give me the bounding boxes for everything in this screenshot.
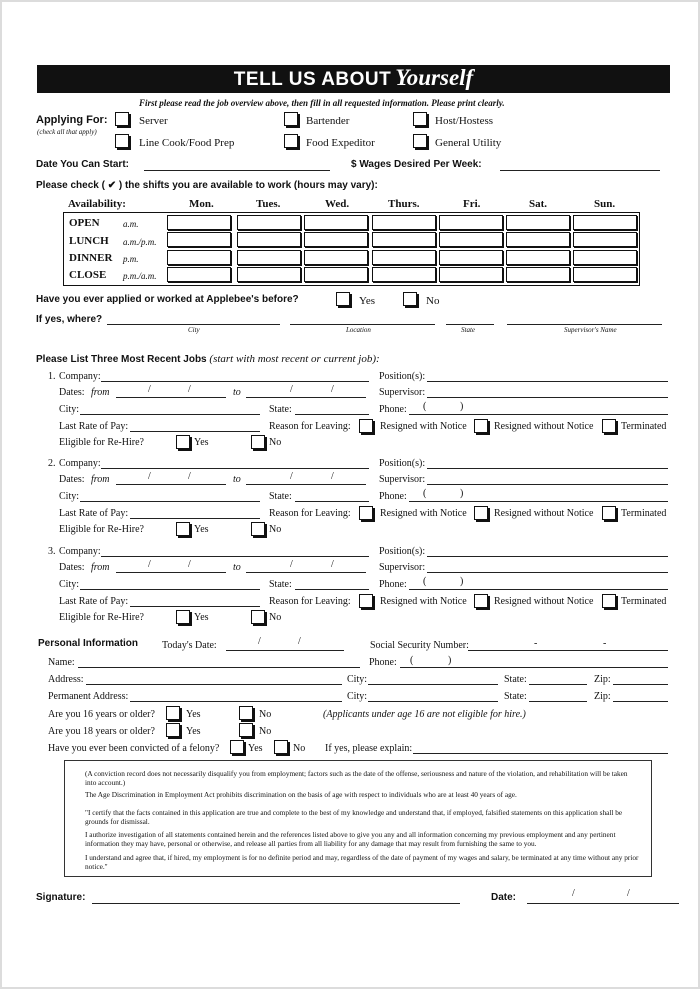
prior-state-sub: State (461, 326, 475, 334)
applying-for-label: Applying For: (36, 114, 108, 126)
availability-cell-open-sun[interactable] (573, 215, 637, 230)
age18-yes-label: Yes (186, 726, 201, 737)
bartender-label: Bartender (306, 115, 350, 127)
job3-rehire-yes-checkbox[interactable] (176, 610, 190, 624)
bartender-checkbox[interactable] (284, 112, 298, 126)
todays-date-label: Today's Date: (162, 640, 217, 651)
age16-no-label: No (259, 709, 272, 720)
availability-cell-lunch-mon[interactable] (167, 232, 231, 247)
job3-state-label: State: (269, 579, 292, 590)
availability-cell-close-tues[interactable] (237, 267, 301, 282)
job1-city-label: City: (59, 404, 80, 415)
job2-state-field[interactable] (295, 501, 369, 502)
todays-date-field[interactable] (226, 650, 344, 651)
phone-paren-open: ( (410, 655, 414, 666)
job1-from-slash-2: / (188, 384, 191, 395)
state-field[interactable] (529, 684, 587, 685)
shift-lunch-time: a.m./p.m. (123, 237, 157, 247)
legal-employment-terms: I understand and agree that, if hired, my employment is for no definite period and may, regardless of the date of payment of my wages and salary, be terminated at any time without any prior notice." (85, 853, 639, 871)
availability-cell-close-mon[interactable] (167, 267, 231, 282)
availability-label: Availability: (68, 198, 126, 210)
application-form (2, 2, 698, 987)
job1-dates-label: Dates: (59, 387, 85, 398)
job2-from-slash-2: / (188, 471, 191, 482)
zip-field[interactable] (613, 684, 668, 685)
header-title-script: Yourself (395, 65, 474, 90)
job2-from-field[interactable] (116, 484, 226, 485)
address-field[interactable] (86, 684, 342, 685)
age16-yes-checkbox[interactable] (166, 706, 180, 720)
job2-terminated-label: Terminated (621, 508, 667, 519)
signature-date-label: Date: (491, 892, 517, 903)
ssn-field[interactable] (468, 650, 668, 651)
job1-phone-paren-close: ) (460, 401, 464, 412)
availability-cell-close-wed[interactable] (304, 267, 368, 282)
job2-supervisor-field[interactable] (427, 484, 668, 485)
job2-number: 2. (48, 458, 56, 469)
prior-location-sub: Location (346, 326, 371, 334)
job2-from-slash-1: / (148, 471, 151, 482)
explain-label: If yes, please explain: (325, 743, 413, 754)
general-utility-checkbox[interactable] (413, 134, 427, 148)
job2-from-label: from (91, 474, 110, 485)
name-label: Name: (48, 657, 75, 668)
job1-rate-field[interactable] (130, 431, 260, 432)
prior-no-label: No (426, 295, 440, 307)
job1-resigned-notice-checkbox[interactable] (359, 419, 373, 433)
phone-paren-close: ) (448, 655, 452, 666)
day-sat: Sat. (529, 198, 548, 210)
start-date-field[interactable] (144, 170, 330, 171)
job1-position-label: Position(s): (379, 371, 426, 382)
server-label: Server (139, 115, 168, 127)
availability-cell-open-wed[interactable] (304, 215, 368, 230)
age18-no-label: No (259, 726, 272, 737)
job2-rehire-no-checkbox[interactable] (251, 522, 265, 536)
job1-position-field[interactable] (427, 381, 668, 382)
shift-close-time: p.m./a.m. (123, 271, 157, 281)
availability-cell-close-sun[interactable] (573, 267, 637, 282)
todays-date-slash-1: / (258, 636, 261, 647)
wages-label: $ Wages Desired Per Week: (351, 159, 482, 170)
job3-terminated-checkbox[interactable] (602, 594, 616, 608)
felony-no-checkbox[interactable] (274, 740, 288, 754)
applying-for-note: (check all that apply) (37, 128, 97, 136)
ssn-label: Social Security Number: (370, 640, 469, 651)
day-thurs: Thurs. (388, 198, 420, 210)
job2-to-label: to (233, 474, 241, 485)
job3-rehire-no-checkbox[interactable] (251, 610, 265, 624)
job3-to-field[interactable] (246, 572, 366, 573)
state-label: State: (504, 674, 527, 685)
signature-date-slash-1: / (572, 888, 575, 899)
phone-label: Phone: (369, 657, 397, 668)
prior-location-field[interactable] (290, 324, 435, 325)
job3-rate-label: Last Rate of Pay: (59, 596, 129, 607)
job2-dates-label: Dates: (59, 474, 85, 485)
form-header (37, 65, 670, 93)
job1-company-label: Company: (59, 371, 101, 382)
shift-dinner-time: p.m. (123, 254, 139, 264)
prior-yes-checkbox[interactable] (336, 292, 350, 306)
address-label: Address: (48, 674, 84, 685)
job2-to-slash-1: / (290, 471, 293, 482)
job2-phone-label: Phone: (379, 491, 407, 502)
job1-rehire-no-checkbox[interactable] (251, 435, 265, 449)
job2-to-field[interactable] (246, 484, 366, 485)
job2-phone-paren-close: ) (460, 488, 464, 499)
job2-to-slash-2: / (331, 471, 334, 482)
job3-rate-field[interactable] (130, 606, 260, 607)
job1-supervisor-field[interactable] (427, 397, 668, 398)
name-field[interactable] (78, 667, 360, 668)
job1-company-field[interactable] (101, 381, 369, 382)
job2-rate-label: Last Rate of Pay: (59, 508, 129, 519)
zip-label: Zip: (594, 674, 611, 685)
job1-terminated-label: Terminated (621, 421, 667, 432)
age16-no-checkbox[interactable] (239, 706, 253, 720)
food-expeditor-checkbox[interactable] (284, 134, 298, 148)
shift-close: CLOSE (69, 269, 107, 281)
job3-resigned-no-notice-checkbox[interactable] (474, 594, 488, 608)
perm-state-field[interactable] (529, 701, 587, 702)
availability-cell-open-fri[interactable] (439, 215, 503, 230)
felony-yes-label: Yes (248, 743, 263, 754)
job1-rehire-yes-checkbox[interactable] (176, 435, 190, 449)
shift-open-time: a.m. (123, 219, 139, 229)
availability-cell-lunch-sun[interactable] (573, 232, 637, 247)
perm-zip-field[interactable] (613, 701, 668, 702)
job3-resigned-no-notice-label: Resigned without Notice (494, 596, 594, 607)
job2-company-label: Company: (59, 458, 101, 469)
job3-position-field[interactable] (427, 556, 668, 557)
felony-label: Have you ever been convicted of a felony? (48, 743, 220, 754)
job2-state-label: State: (269, 491, 292, 502)
job2-rehire-yes-checkbox[interactable] (176, 522, 190, 536)
job2-city-field[interactable] (80, 501, 260, 502)
perm-zip-label: Zip: (594, 691, 611, 702)
job2-supervisor-label: Supervisor: (379, 474, 426, 485)
signature-label: Signature: (36, 892, 86, 903)
availability-cell-open-mon[interactable] (167, 215, 231, 230)
general-utility-label: General Utility (435, 137, 502, 149)
city-label: City: (347, 674, 368, 685)
prior-city-field[interactable] (107, 324, 280, 325)
job3-number: 3. (48, 546, 56, 557)
job3-supervisor-field[interactable] (427, 572, 668, 573)
job3-from-label: from (91, 562, 110, 573)
job3-company-label: Company: (59, 546, 101, 557)
age16-note: (Applicants under age 16 are not eligible for hire.) (323, 709, 526, 720)
legal-statement-box (64, 760, 652, 877)
job1-rehire-label: Eligible for Re-Hire? (59, 437, 144, 448)
job3-from-slash-1: / (148, 559, 151, 570)
perm-address-label: Permanent Address: (48, 691, 129, 702)
job1-to-label: to (233, 387, 241, 398)
day-fri: Fri. (463, 198, 481, 210)
availability-cell-open-tues[interactable] (237, 215, 301, 230)
prior-no-checkbox[interactable] (403, 292, 417, 306)
job1-state-field[interactable] (295, 414, 369, 415)
job2-phone-paren-open: ( (423, 488, 427, 499)
job2-company-field[interactable] (101, 468, 369, 469)
legal-certify: "I certify that the facts contained in this application are true and complete to the best of my knowledge and understand that, if employed, falsified statements on this application shall be grounds for dismissal. (85, 808, 623, 826)
job1-from-label: from (91, 387, 110, 398)
instructions: First please read the job overview above, then fill in all requested information. Please print clearly. (139, 98, 505, 108)
job2-city-label: City: (59, 491, 80, 502)
job2-terminated-checkbox[interactable] (602, 506, 616, 520)
availability-cell-dinner-wed[interactable] (304, 250, 368, 265)
job3-phone-paren-close: ) (460, 576, 464, 587)
job2-rehire-yes-label: Yes (194, 524, 209, 535)
availability-cell-close-sat[interactable] (506, 267, 570, 282)
availability-cell-lunch-sat[interactable] (506, 232, 570, 247)
host-hostess-checkbox[interactable] (413, 112, 427, 126)
job1-from-field[interactable] (116, 397, 226, 398)
line-cook-label: Line Cook/Food Prep (139, 137, 235, 149)
age16-label: Are you 16 years or older? (48, 709, 155, 720)
job3-terminated-label: Terminated (621, 596, 667, 607)
job3-state-field[interactable] (295, 589, 369, 590)
jobs-title: Please List Three Most Recent Jobs (start with most recent or current job): (36, 353, 380, 365)
prior-yes-label: Yes (359, 295, 376, 307)
perm-address-field[interactable] (130, 701, 342, 702)
job1-rehire-no-label: No (269, 437, 282, 448)
signature-field[interactable] (92, 903, 460, 904)
job3-company-field[interactable] (101, 556, 369, 557)
job3-phone-field[interactable] (409, 589, 668, 590)
job1-to-slash-1: / (290, 384, 293, 395)
job3-city-label: City: (59, 579, 80, 590)
job3-supervisor-label: Supervisor: (379, 562, 426, 573)
personal-title: Personal Information (38, 638, 139, 649)
age18-yes-checkbox[interactable] (166, 723, 180, 737)
prior-where-label: If yes, where? (36, 314, 103, 325)
availability-cell-open-thurs[interactable] (372, 215, 436, 230)
perm-state-label: State: (504, 691, 527, 702)
job1-supervisor-label: Supervisor: (379, 387, 426, 398)
job1-to-slash-2: / (331, 384, 334, 395)
phone-field[interactable] (400, 667, 668, 668)
legal-authorize: I authorize investigation of all statements contained herein and the references listed above to give you any and all information concerning my previous employment and any pertinent information they may have, personal or otherwise, and release all parties from all liability for any damage that may result from furnishing the same to you. (85, 830, 616, 848)
job1-number: 1. (48, 371, 56, 382)
prior-supervisor-sub: Supervisor's Name (564, 326, 617, 334)
job2-rate-field[interactable] (130, 518, 260, 519)
availability-cell-dinner-tues[interactable] (237, 250, 301, 265)
felony-yes-checkbox[interactable] (230, 740, 244, 754)
availability-cell-open-sat[interactable] (506, 215, 570, 230)
job2-rehire-label: Eligible for Re-Hire? (59, 524, 144, 535)
job2-phone-field[interactable] (409, 501, 668, 502)
job3-to-slash-1: / (290, 559, 293, 570)
job2-position-field[interactable] (427, 468, 668, 469)
line-cook-checkbox[interactable] (115, 134, 129, 148)
job3-position-label: Position(s): (379, 546, 426, 557)
job2-resigned-notice-checkbox[interactable] (359, 506, 373, 520)
job2-rehire-no-label: No (269, 524, 282, 535)
job1-from-slash-1: / (148, 384, 151, 395)
job3-to-label: to (233, 562, 241, 573)
jobs-subtitle: (start with most recent or current job): (209, 353, 380, 365)
job3-from-slash-2: / (188, 559, 191, 570)
job3-phone-paren-open: ( (423, 576, 427, 587)
day-wed: Wed. (325, 198, 350, 210)
job3-city-field[interactable] (80, 589, 260, 590)
ssn-dash-1: - (534, 638, 538, 649)
job1-terminated-checkbox[interactable] (602, 419, 616, 433)
job1-resigned-no-notice-checkbox[interactable] (474, 419, 488, 433)
job1-resigned-notice-label: Resigned with Notice (380, 421, 467, 432)
availability-cell-lunch-thurs[interactable] (372, 232, 436, 247)
availability-cell-dinner-sun[interactable] (573, 250, 637, 265)
todays-date-slash-2: / (298, 636, 301, 647)
age18-label: Are you 18 years or older? (48, 726, 155, 737)
job3-rehire-label: Eligible for Re-Hire? (59, 612, 144, 623)
availability-cell-close-thurs[interactable] (372, 267, 436, 282)
job1-state-label: State: (269, 404, 292, 415)
shifts-prompt: Please check ( ✔ ) the shifts you are available to work (hours may vary): (36, 180, 378, 191)
availability-cell-lunch-tues[interactable] (237, 232, 301, 247)
availability-cell-lunch-wed[interactable] (304, 232, 368, 247)
header-title: TELL US ABOUT (233, 69, 392, 90)
job1-phone-field[interactable] (409, 414, 668, 415)
legal-age-discrimination: The Age Discrimination in Employment Act prohibits discrimination on the basis of age with respect to individuals who are at least 40 years of age. (85, 790, 517, 799)
day-sun: Sun. (594, 198, 616, 210)
job1-rehire-yes-label: Yes (194, 437, 209, 448)
job3-to-slash-2: / (331, 559, 334, 570)
shift-lunch: LUNCH (69, 235, 109, 247)
food-expeditor-label: Food Expeditor (306, 137, 375, 149)
signature-date-slash-2: / (627, 888, 630, 899)
perm-city-field[interactable] (368, 701, 498, 702)
job1-resigned-no-notice-label: Resigned without Notice (494, 421, 594, 432)
perm-city-label: City: (347, 691, 368, 702)
availability-cell-close-fri[interactable] (439, 267, 503, 282)
start-date-label: Date You Can Start: (36, 159, 129, 170)
job2-position-label: Position(s): (379, 458, 426, 469)
prior-state-field[interactable] (446, 324, 494, 325)
shift-dinner: DINNER (69, 252, 113, 264)
wages-field[interactable] (500, 170, 660, 171)
availability-cell-dinner-sat[interactable] (506, 250, 570, 265)
job3-resigned-notice-label: Resigned with Notice (380, 596, 467, 607)
job1-phone-paren-open: ( (423, 401, 427, 412)
host-hostess-label: Host/Hostess (435, 115, 494, 127)
job1-rate-label: Last Rate of Pay: (59, 421, 129, 432)
prior-question: Have you ever applied or worked at Applebee's before? (36, 294, 299, 305)
server-checkbox[interactable] (115, 112, 129, 126)
job3-rehire-yes-label: Yes (194, 612, 209, 623)
job3-reason-label: Reason for Leaving: (269, 596, 351, 607)
age18-no-checkbox[interactable] (239, 723, 253, 737)
prior-supervisor-field[interactable] (507, 324, 662, 325)
felony-no-label: No (293, 743, 306, 754)
job2-resigned-no-notice-label: Resigned without Notice (494, 508, 594, 519)
job3-from-field[interactable] (116, 572, 226, 573)
explain-field[interactable] (413, 753, 668, 754)
job1-city-field[interactable] (80, 414, 260, 415)
availability-cell-lunch-fri[interactable] (439, 232, 503, 247)
prior-city-sub: City (188, 326, 200, 334)
day-tues: Tues. (256, 198, 281, 210)
job2-reason-label: Reason for Leaving: (269, 508, 351, 519)
job1-reason-label: Reason for Leaving: (269, 421, 351, 432)
job3-rehire-no-label: No (269, 612, 282, 623)
job1-to-field[interactable] (246, 397, 366, 398)
city-field[interactable] (368, 684, 498, 685)
job3-resigned-notice-checkbox[interactable] (359, 594, 373, 608)
job3-phone-label: Phone: (379, 579, 407, 590)
legal-conviction: (A conviction record does not necessarily disqualify you from employment; factors such as the date of the offense, seriousness and nature of the violation, and rehabilitation will be taken into account.) (85, 769, 628, 787)
day-mon: Mon. (189, 198, 214, 210)
job1-phone-label: Phone: (379, 404, 407, 415)
job3-dates-label: Dates: (59, 562, 85, 573)
availability-cell-dinner-mon[interactable] (167, 250, 231, 265)
age16-yes-label: Yes (186, 709, 201, 720)
shift-open: OPEN (69, 217, 100, 229)
job2-resigned-notice-label: Resigned with Notice (380, 508, 467, 519)
job2-resigned-no-notice-checkbox[interactable] (474, 506, 488, 520)
availability-cell-dinner-thurs[interactable] (372, 250, 436, 265)
availability-cell-dinner-fri[interactable] (439, 250, 503, 265)
signature-date-field[interactable] (527, 903, 679, 904)
ssn-dash-2: - (603, 638, 607, 649)
